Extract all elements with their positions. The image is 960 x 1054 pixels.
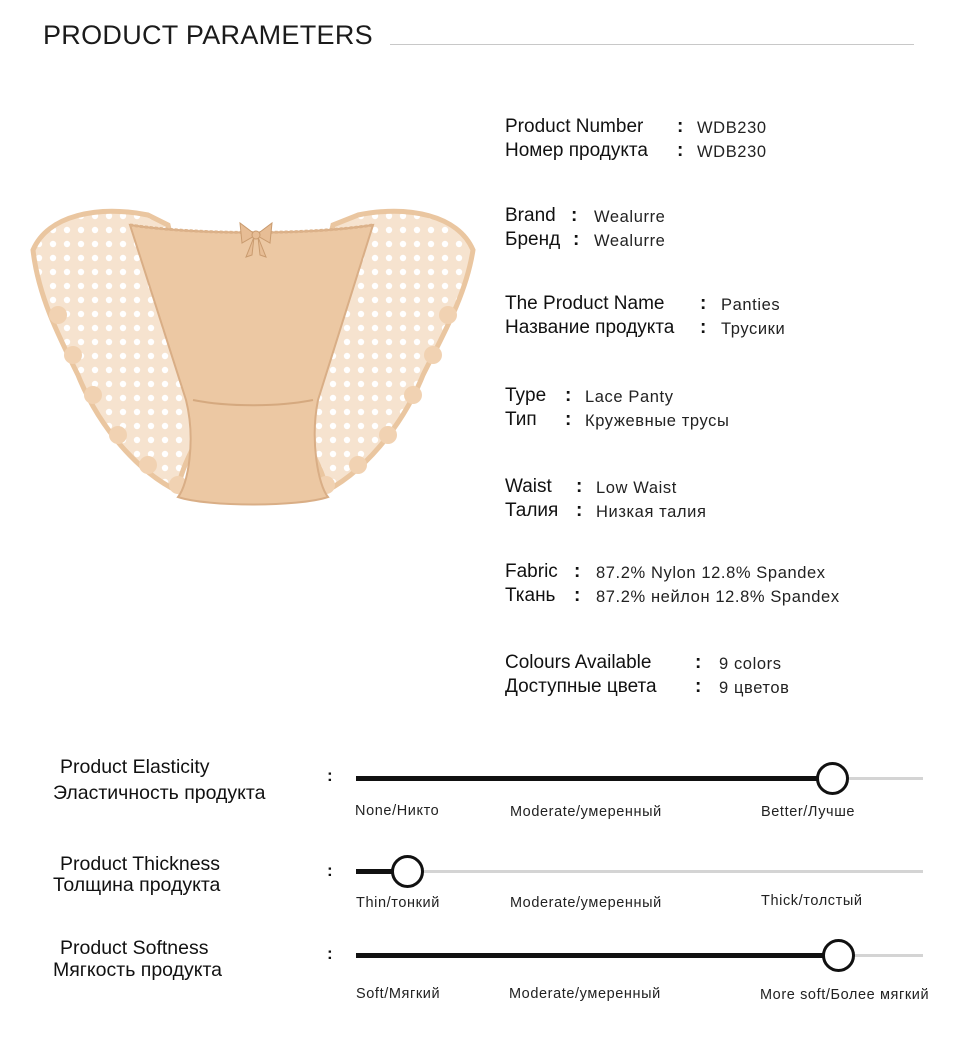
rating-thickness-tick-mid: Moderate/умеренный [510, 895, 662, 911]
rating-thickness-track [356, 870, 923, 873]
rating-softness-tick-low: Soft/Мягкий [356, 986, 441, 1002]
rating-elasticity-track [356, 777, 923, 780]
rating-elasticity-knob [816, 762, 849, 795]
rating-thickness-tick-high: Thick/толстый [761, 893, 863, 909]
spec-colon: : [695, 652, 702, 673]
page-title: PRODUCT PARAMETERS [43, 20, 373, 50]
spec-colon: : [565, 385, 572, 406]
rating-thickness-tick-low: Thin/тонкий [356, 895, 440, 911]
spec-label-ru: Талия [505, 500, 559, 521]
rating-elasticity-label-ru: Эластичность продукта [53, 782, 266, 804]
spec-colon: : [677, 140, 684, 161]
spec-value-ru: 87.2% нейлон 12.8% Spandex [596, 588, 840, 606]
rating-softness-colon: : [327, 944, 333, 963]
rating-softness-label-ru: Мягкость продукта [53, 959, 223, 981]
spec-value-en: Lace Panty [585, 388, 674, 406]
spec-value-en: Low Waist [596, 479, 677, 497]
rating-thickness-label-ru: Толщина продукта [53, 874, 221, 896]
spec-label-ru: Номер продукта [505, 140, 648, 161]
spec-label-en: Brand [505, 205, 556, 226]
spec-label-en: Type [505, 385, 547, 406]
rating-elasticity-tick-mid: Moderate/умеренный [510, 804, 662, 820]
spec-colon: : [565, 409, 572, 430]
product-image [18, 195, 483, 525]
rating-softness-tick-high: More soft/Более мягкий [760, 987, 930, 1003]
spec-value-ru: 9 цветов [719, 679, 790, 697]
spec-value-en: Panties [721, 296, 781, 314]
rating-softness-tick-mid: Moderate/умеренный [509, 986, 661, 1002]
spec-value-ru: Кружевные трусы [585, 412, 730, 430]
spec-label-en: Colours Available [505, 652, 652, 673]
rating-thickness-knob [391, 855, 424, 888]
rating-softness-knob [822, 939, 855, 972]
spec-value-en: WDB230 [697, 119, 767, 137]
spec-colon: : [677, 116, 684, 137]
spec-label-ru: Доступные цвета [505, 676, 657, 697]
spec-colon: : [695, 676, 702, 697]
rating-elasticity-label-en: Product Elasticity [60, 756, 210, 778]
title-divider [390, 44, 914, 45]
rating-thickness-label-en: Product Thickness [60, 853, 221, 875]
rating-elasticity-colon: : [327, 766, 333, 785]
spec-label-ru: Ткань [505, 585, 556, 606]
rating-elasticity-tick-high: Better/Лучше [761, 804, 856, 820]
spec-label-en: The Product Name [505, 293, 665, 314]
spec-colon: : [573, 229, 580, 250]
spec-colon: : [576, 476, 583, 497]
spec-colon: : [571, 205, 578, 226]
spec-value-en: 9 colors [719, 655, 782, 673]
spec-label-ru: Бренд [505, 229, 561, 250]
rating-softness-label-en: Product Softness [60, 937, 209, 959]
spec-label-en: Fabric [505, 561, 558, 582]
spec-colon: : [700, 317, 707, 338]
spec-label-en: Waist [505, 476, 552, 497]
spec-colon: : [574, 585, 581, 606]
spec-label-ru: Тип [505, 409, 537, 430]
spec-value-ru: Wealurre [594, 232, 666, 250]
rating-elasticity-tick-low: None/Никто [355, 803, 440, 819]
spec-value-ru: WDB230 [697, 143, 767, 161]
spec-value-ru: Низкая талия [596, 503, 707, 521]
rating-elasticity-fill [356, 776, 832, 781]
rating-thickness-colon: : [327, 861, 333, 880]
spec-label-en: Product Number [505, 116, 644, 137]
spec-value-en: 87.2% Nylon 12.8% Spandex [596, 564, 826, 582]
spec-value-en: Wealurre [594, 208, 666, 226]
spec-value-ru: Трусики [721, 320, 786, 338]
spec-label-ru: Название продукта [505, 317, 675, 338]
rating-softness-track [356, 954, 923, 957]
spec-colon: : [574, 561, 581, 582]
rating-softness-fill [356, 953, 838, 958]
spec-colon: : [576, 500, 583, 521]
spec-colon: : [700, 293, 707, 314]
